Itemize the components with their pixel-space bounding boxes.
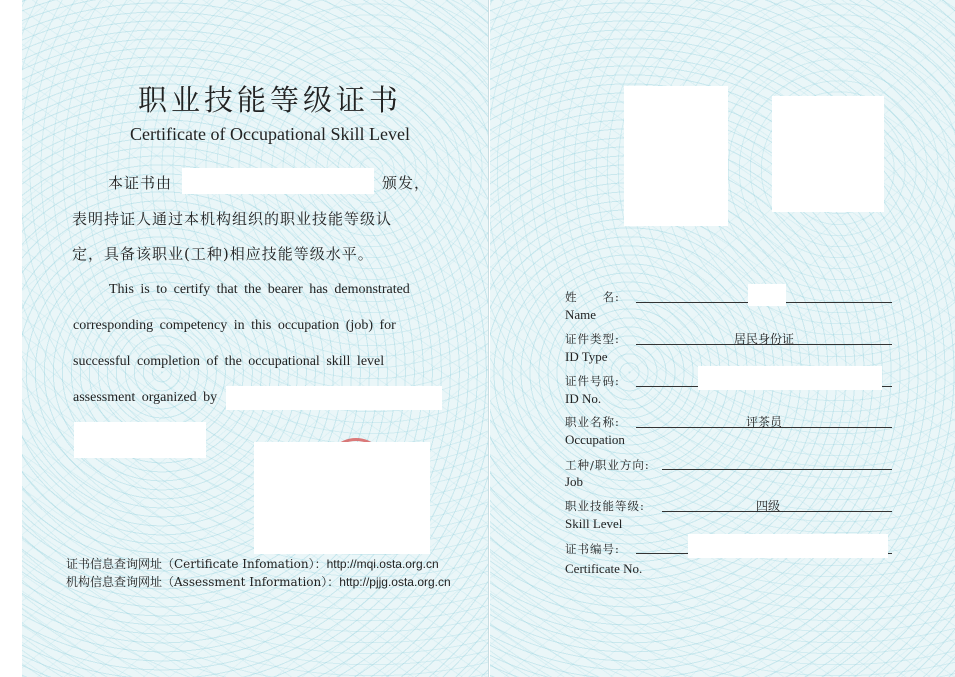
id-number-label-en: ID No. (565, 391, 602, 406)
assessment-info-url[interactable]: http://pjjg.osta.org.cn (339, 575, 451, 589)
occupation-label-cn: 职业名称: (565, 415, 620, 429)
statement-en-line-4: assessment organized by (73, 390, 218, 405)
occupation-value: 评茶员 (745, 415, 782, 429)
certificate-info-url[interactable]: http://mqi.osta.org.cn (326, 557, 439, 571)
occupation-label-en: Occupation (565, 432, 625, 447)
id-type-label-cn: 证件类型: (565, 332, 620, 346)
redacted-seal (254, 442, 430, 554)
id-type-value: 居民身份证 (733, 332, 794, 346)
issuer-suffix: 颁发， (382, 174, 431, 192)
redacted-name (748, 284, 786, 306)
certificate-right-page (490, 0, 955, 677)
id-type-label-en: ID Type (565, 349, 608, 364)
name-label-en: Name (565, 307, 597, 322)
name-label-cn: 姓 名: (565, 290, 620, 304)
redacted-id-number (698, 366, 882, 390)
statement-cn-line-3: 定，具备该职业(工种)相应技能等级水平。 (72, 245, 374, 263)
statement-en-line-1: This is to certify that the bearer has demonstrated (109, 282, 410, 297)
certificate-info-url-label: 证书信息查询网址（Certificate Infomation）： (66, 557, 327, 571)
certificate-title-cn: 职业技能等级证书 (137, 83, 402, 117)
id-number-label-cn: 证件号码: (565, 374, 620, 388)
job-label-cn: 工种/职业方向: (565, 458, 650, 472)
issuer-prefix: 本证书由 (108, 174, 173, 192)
statement-en-line-3: successful completion of the occupational skill level (73, 354, 385, 369)
assessment-info-url-row (66, 573, 451, 590)
certificate-info-url-row (66, 555, 439, 572)
skill-level-value: 四级 (755, 499, 780, 513)
skill-level-label-cn: 职业技能等级: (565, 499, 645, 513)
redacted-certificate-number (688, 534, 888, 558)
job-label-en: Job (565, 474, 584, 489)
certificate-title-en: Certificate of Occupational Skill Level (130, 124, 410, 144)
certificate-number-label-en: Certificate No. (565, 561, 643, 576)
redacted-photo (624, 86, 728, 226)
redacted-issuer (182, 168, 374, 194)
certificate-number-label-cn: 证书编号: (565, 542, 620, 556)
skill-level-label-en: Skill Level (565, 516, 623, 531)
assessment-info-url-label: 机构信息查询网址（Assessment Information）： (66, 575, 340, 589)
certificate-left-page (22, 0, 489, 677)
statement-en-line-2: corresponding competency in this occupation (job) for (73, 318, 396, 333)
redacted-date (74, 422, 206, 458)
statement-cn-line-2: 表明持证人通过本机构组织的职业技能等级认 (72, 210, 393, 228)
job-field-line (662, 469, 892, 470)
redacted-qr-code (772, 96, 884, 212)
redacted-organizer (226, 386, 442, 410)
